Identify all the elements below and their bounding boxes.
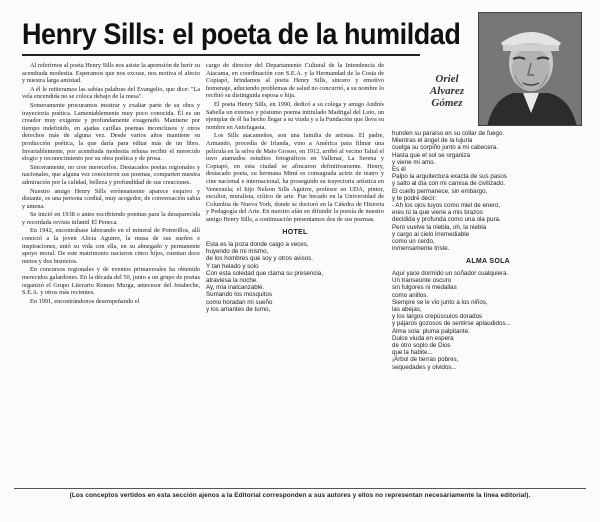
article-column-2 <box>206 62 384 313</box>
poem-hotel <box>206 229 384 313</box>
verse-line: y los amantes de turno, <box>206 305 271 313</box>
poem-verse-continued <box>392 130 584 252</box>
verse-line: y salto al día con mi camisa de civilizado. <box>392 180 506 188</box>
verse-line: Con esta soledad que clama su presencia, <box>206 269 323 277</box>
footer-rule <box>14 488 586 489</box>
paragraph: En 1942, encontrábase laborando en el mineral de Potrerillos, allí conoció a la joven Alicia Aguirre, la musa de sus sueños e inspiraciones, unió su vida con ella, en su abnegado y permanente apoyo moral. De este matrimonio nacieron cinco hijos, cuentan doce nietos y dos bisnietos. <box>22 227 200 265</box>
verse-line: y pájaros gozosos de sentirse aplaudidos... <box>392 320 511 328</box>
paragraph: cargo de director del Departamento Cultural de la Intendencia de Atacama, en coordinación con S.E.A. y la Hermandad de la Costa de Copiapó, brindamos al poeta Henry Sills, sincero y emotivo homenaje, aduciendo problemas de salud no concurrió, a su nombre lo recibió su distinguida esposa e hija. <box>206 62 384 100</box>
poem-alma-sola <box>392 270 584 371</box>
paragraph: Someramente procuramos mostrar y exaltar parte de su obra y trayectoria poética. Lamentablemente muy poco conocida. Él es un creador muy exigente y profundamente exagerado. Mantiene por tiempo indefinido, en ajadas carillas poemas inconclusos y otros derechos más de alguna vez. Desde varios años mantiene su producción poética, la que daría para editar más de un libro. Invariablemente, por acendrada modestia rehusa recibir el merecido elogio y reconocimiento por su obra poética y de prosa. <box>22 101 200 163</box>
verse-line: Mientras el ángel de la lujuria <box>392 137 473 145</box>
verse-line: como horadan mi sueño <box>206 298 273 306</box>
article-column-3 <box>392 130 584 371</box>
verse-line: como anillos. <box>392 291 429 299</box>
verse-line: inmensamente triste. <box>392 245 450 253</box>
verse-line: Ay, mía inalcanzable. <box>206 284 265 292</box>
author-middle-name: Alvarez <box>429 85 465 97</box>
paragraph: Los Sills atacameños, son una familia de artistas. El padre, Armando, procedía de Irlanda, vino a América para filmar una película en la selva de Mato Grosso, en 1912, arribó al vecino Taltal el tuvo atamados estudios fotográficos en Vallenar, La Serena y Copiapó, en esta ciudad se afincaron definitivamente. Henry, destacado poeta, su hermana Mimí es consagrada actriz de teatro y cine nacional e internacional, ha proseguido su trayectoria artística en Venezuela; el hijo Nelson Sills Aguirre, profesor en UDA, pintor, escultor, muralista, crítico de arte. Fue becado en la Universidad de Columbia de Nueva York, donde se doctoró en la Cátedra de Historia y Pedagogía del Arte. En nuestro afán en difundir la poesía de nuestro amigo Henry Sills, a continuación presentamos dos de sus poemas. <box>206 132 384 223</box>
verse-line: - Ah los ojos tuyos como miel de enero, <box>392 202 500 210</box>
author-last-name: Gómez <box>431 97 463 109</box>
paragraph: Sinceramente, no cree merecerlos. Destacados poetas regionales y nacionales, que alguna vez conocieron sus poemas, comparten nuestra admiración por la calidad, belleza y profundidad de sus creaciones. <box>22 163 200 186</box>
verse-line: Es él <box>392 166 406 174</box>
verse-line: Siempre se le vio junto a los niños, <box>392 298 488 306</box>
verse-line: huyendo de mi mismo, <box>206 248 269 256</box>
verse-line: Aquí yace dormido un soñador cualquiera. <box>392 270 509 278</box>
headline-rule <box>22 54 420 56</box>
author-photo <box>478 12 582 126</box>
poem-title: HOTEL <box>282 229 308 237</box>
author-first-name: Oriel <box>435 73 459 85</box>
poem-verse <box>206 241 384 313</box>
verse-line: El cuello permanece, sin embargo, <box>392 187 488 195</box>
verse-line: de otro soplo de Dios <box>392 342 451 350</box>
portrait-photo-icon <box>479 13 582 126</box>
verse-line: Alma sola: pluma palpitante. <box>392 327 470 335</box>
verse-line: Y tan helado y solo <box>206 262 259 270</box>
verse-line: que la habite... <box>392 349 433 357</box>
verse-line: decidida y profunda como una ola pura. <box>392 216 501 224</box>
verse-line: hunden su paraíso en su collar de fuego. <box>392 130 505 137</box>
verse-line: como un cerdo, <box>392 238 435 246</box>
verse-line: y viene mi amo. <box>392 158 436 166</box>
verse-line: Sumando los mosquitos <box>206 291 273 299</box>
verse-line: Palpo la arquitectura exacta de sus pasos <box>392 173 507 181</box>
verse-line: y te podré decir: <box>392 194 437 202</box>
paragraph: Se inició en 1938 o antes escribiendo poemas para la desaparecida y recordada revista infantil El Peneca. <box>22 211 200 226</box>
poem-title: ALMA SOLA <box>465 258 511 266</box>
verse-line: ¡Árbol de tierras pobres, <box>392 356 459 364</box>
paragraph: Al referirnos al poeta Henry Sills nos asiste la aprensión de herir su acendrada modestia. Esperamos que nos excuse, nos motiva el afecto y nuestra larga amistad. <box>22 62 200 85</box>
verse-line: de los hombres que soy y otros avisos. <box>206 255 313 263</box>
verse-line: cuelga su corpiño junto a mi cabecera. <box>392 144 498 152</box>
verse-line: eres tú la que viene a mis brazos <box>392 209 483 217</box>
author-byline <box>418 73 476 109</box>
verse-line: Un transeúnte oscuro <box>392 277 452 285</box>
paragraph: Nuestro amigo Henry Sills erróneamente aparece esquivo y distante, es una persona cordial, muy acogedor, de conversación sabia y amena. <box>22 187 200 210</box>
article-column-1 <box>22 62 200 306</box>
editorial-disclaimer: (Los conceptos vertidos en esta sección ajenos a la Editorial corresponden a sus autores y ellos no representan necesariamente la línea editorial). <box>69 492 531 499</box>
paragraph: A él le retiteramos las sabias palabras del Evangelio, que dice: "La vela encendida no se coloca debajo de la mesa". <box>22 85 200 101</box>
verse-line: las abejas; <box>392 306 422 314</box>
verse-line: atraviesa la noche. <box>206 277 258 285</box>
verse-line: Pero vuelve la niebla, oh, la niebla <box>392 223 487 231</box>
verse-line: Dulce viuda en espera <box>392 334 454 342</box>
verse-line: y cargo al cielo irremediable <box>392 230 470 238</box>
verse-line: sin fulgores ni medallas <box>392 284 457 292</box>
paragraph: En concursos regionales y de eventos primaverales ha obtenido merecidos galardones. En la década del 50, junto a un grupo de poetas organizó el Grupo Literario Romeo Murga, antecesor del Jotabeche, S.E.A. y otros más recientes. <box>22 266 200 297</box>
verse-line: Esta es la poza donde caigo a veces, <box>206 241 309 249</box>
verse-line: y los largos crepúsculos dorados <box>392 313 483 321</box>
article-headline: Henry Sills: el poeta de la humildad <box>22 18 461 51</box>
paragraph: El poeta Henry Sills, en 1990, dedicó a su colega y amigo Andrés Sabella un extenso y póstumo poema intitulado Madrigal del Luto, un ejemplar de él ha hecho llegar a su viuda y a la Fundación que lleva su nombre en Antofagasta. <box>206 100 384 131</box>
verse-line: Hasta que el sol se organiza <box>392 151 471 159</box>
paragraph: En 1991, encontrándonos desempeñando el <box>30 297 140 305</box>
verse-line: sequedades y olvidos... <box>392 363 457 371</box>
